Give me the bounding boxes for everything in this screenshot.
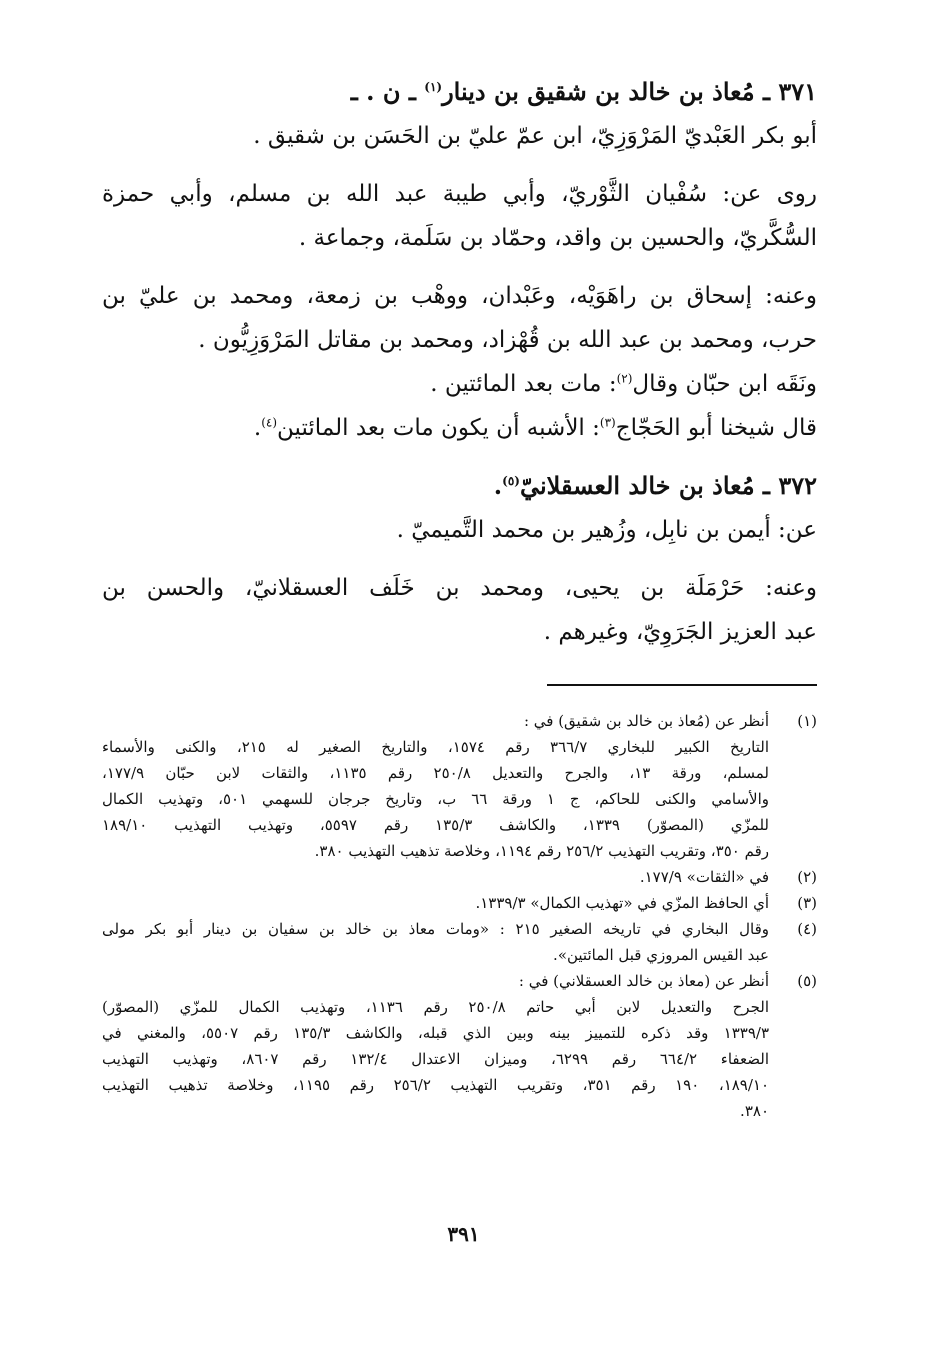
footnote-line: الجرح والتعديل لابن أبي حاتم ٢٥٠/٨ رقم ١١٣٦، وتهذيب الكمال للمزّي (المصوّر)	[102, 998, 769, 1016]
footnote-ref: (٢)	[616, 371, 633, 386]
shaykh-text: .	[253, 415, 262, 441]
footnote-line: الضعفاء ٦٦٤/٢ رقم ٦٢٩٩، وميزان الاعتدال ١٣٢/٤ رقم ٨٦٠٧، وتهذيب التهذيب	[102, 1050, 769, 1068]
thiqat-text: : مات بعد المائتين .	[430, 371, 617, 397]
anhu-line: وعنه: حَرْمَلَة بن يحيى، ومحمد بن خَلَف العسقلانيّ، والحسن بن	[102, 575, 817, 601]
footnote-ref: (١)	[424, 80, 443, 94]
footnote-line: لمسلم، ورقة ١٣، والجرح والتعديل ٢٥٠/٨ رقم ١١٣٥، والثقات لابن حبّان ١٧٧/٩،	[102, 764, 770, 782]
footnote-line: أنظر عن (مُعاذ بن خالد بن شقيق) في :	[523, 712, 769, 730]
footnote-line: للمزّي (المصوّر) ١٣٣٩، والكاشف ١٣٥/٣ رقم ٥٥٩٧، وتهذيب التهذيب ١٨٩/١٠	[102, 816, 769, 834]
footnote-line: رقم ٣٥٠، وتقريب التهذيب ٢٥٦/٢ رقم ١١٩٤، وخلاصة تذهيب التهذيب ٣٨٠.	[314, 842, 769, 860]
footnote-line: ١٨٩/١٠، ١٩٠ رقم ٣٥١، وتقريب التهذيب ٢٥٦/٢ رقم ١١٩٥، وخلاصة تذهيب التهذيب	[102, 1076, 770, 1094]
shaykh-line	[102, 406, 817, 450]
footnote-ref: (٤)	[261, 415, 278, 430]
footnote-line: ٣٨٠.	[740, 1102, 769, 1120]
footnote	[102, 864, 817, 890]
anhu-line: وعنه: إسحاق بن راهَوَيْه، وعَبْدان، ووهْب بن زمعة، ومحمد بن عليّ بن	[102, 283, 817, 309]
entry-heading-text: ٣٧١ ـ مُعاذ بن خالد بن شقيق بن دينار	[442, 77, 817, 106]
thiqat-line	[102, 362, 817, 406]
thiqat-text: ونَقَه ابن حبّان وقال	[632, 371, 817, 397]
entry-heading	[102, 464, 817, 508]
anhu-line: عبد العزيز الجَرَوِيّ، وغيرهم .	[543, 619, 817, 645]
footnote	[102, 890, 817, 916]
footnote-line: أي الحافظ المزّي في «تهذيب الكمال» ١٣٣٩/٣.	[475, 894, 769, 912]
entry-heading-suffix: ـ ن . ـ	[350, 77, 425, 106]
footnote-number: (٥)	[797, 972, 817, 990]
footnote-line: التاريخ الكبير للبخاري ٣٦٦/٧ رقم ١٥٧٤، والتاريخ الصغير له ٢١٥، والكنى والأسماء	[102, 738, 769, 756]
footnote-ref: (٣)	[599, 415, 616, 430]
shaykh-text: قال شيخنا أبو الحَجّاج	[615, 415, 817, 441]
footnote-line: ١٣٣٩/٣ وقد ذكره للتمييز بينه وبين الذي قبله، والكاشف ١٣٥/٣ رقم ٥٥٠٧، والمغني في	[102, 1024, 770, 1042]
footnote-line: في «الثقات» ١٧٧/٩.	[639, 868, 769, 886]
footnote-number: (١)	[797, 712, 817, 730]
footnote-line: والأسامي والكنى للحاكم، ج ١ ورقة ٦٦ ب، وتاريخ جرجان للسهمي ٥٠١، وتهذيب الكمال	[102, 790, 769, 808]
footnotes	[102, 708, 817, 1124]
an-line: عن: أيمن بن نابِل، وزُهير بن محمد التَّميميّ .	[396, 517, 817, 543]
entry-heading	[102, 70, 817, 114]
main-text	[102, 70, 817, 654]
footnote-number: (٤)	[797, 920, 817, 938]
entry-heading-text: ٣٧٢ ـ مُعاذ بن خالد العسقلانيّ	[519, 471, 817, 500]
anhu-line: حرب، ومحمد بن عبد الله بن قُهْزاد، ومحمد بن مقاتل المَرْوَزِيُّون .	[198, 327, 817, 353]
footnote-line: عبد القيس المروزي قبل المائتين».	[553, 946, 769, 964]
footnote-line: أنظر عن (معاذ بن خالد العسقلاني) في :	[518, 972, 769, 990]
rawa-line: السُّكَّريّ، والحسين بن واقد، وحمّاد بن سَلَمة، وجماعة .	[298, 225, 817, 251]
rawa-line: روى عن: سُفْيان الثَّوْريّ، وأبي طيبة عبد الله بن مسلم، وأبي حمزة	[102, 181, 817, 207]
entry-heading-suffix: .	[493, 471, 503, 500]
footnote	[102, 916, 817, 968]
footnote-number: (٢)	[797, 868, 817, 886]
footnote-number: (٣)	[797, 894, 817, 912]
footnote-divider	[547, 684, 817, 686]
footnote-ref: (٥)	[502, 474, 520, 488]
footnote	[102, 968, 817, 1124]
footnote	[102, 708, 817, 864]
shaykh-text: : الأشبه أن يكون مات بعد المائتين	[277, 415, 600, 441]
entry-nasab: أبو بكر العَبْديّ المَرْوَزِيّ، ابن عمّ عليّ بن الحَسَن بن شقيق .	[253, 123, 817, 149]
page-number: ٣٩١	[447, 1222, 480, 1246]
footnote-line: وقال البخاري في تاريخه الصغير ٢١٥ : «ومات معاذ بن خالد بن سفيان بن دينار أبو بكر مولى	[102, 920, 769, 938]
